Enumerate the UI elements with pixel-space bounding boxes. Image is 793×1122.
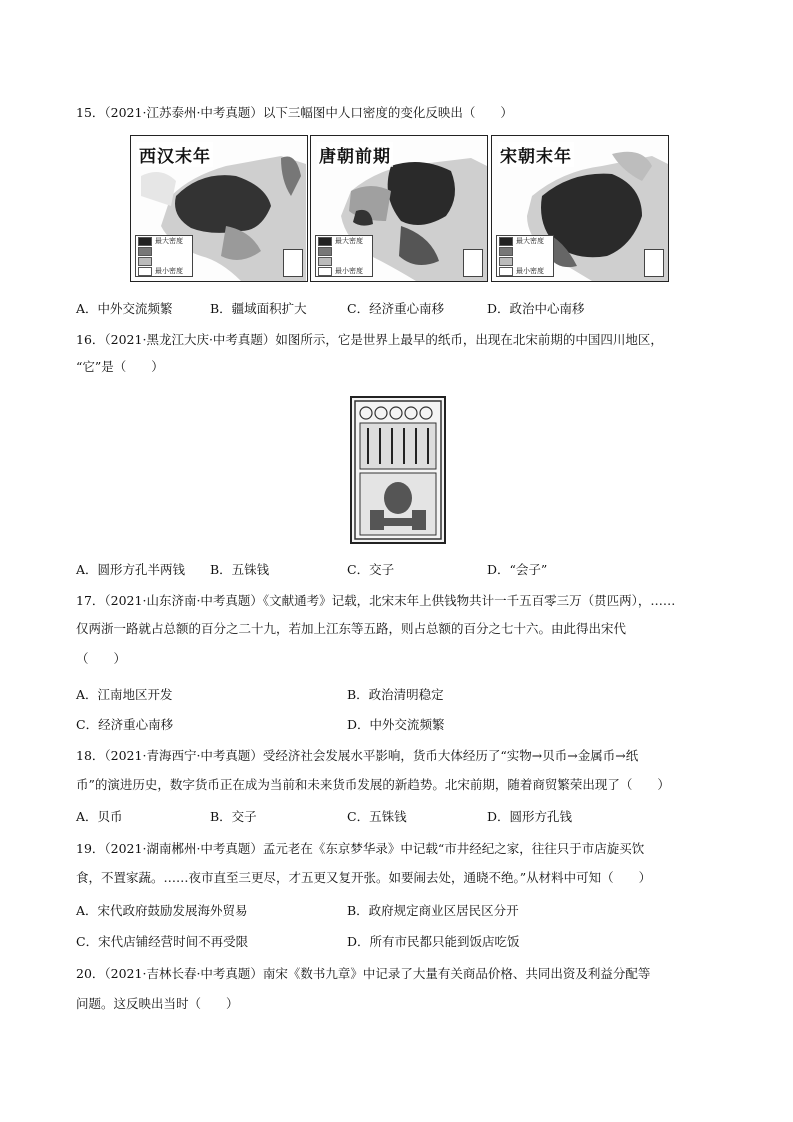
q15-stem: 15．（2021·江苏泰州·中考真题）以下三幅图中人口密度的变化反映出（ ） (76, 105, 513, 120)
q17-option-b: B．政治清明稳定 (347, 687, 444, 702)
q19-stem-line1: 19．（2021·湖南郴州·中考真题）孟元老在《东京梦华录》中记载“市井经纪之家，往往只于市店旋买饮 (76, 841, 645, 856)
map-title: 宋朝末年 (498, 142, 574, 167)
legend-swatch-white (499, 267, 513, 276)
q17-stem-line3: （ ） (76, 651, 127, 666)
q16-stem-line1: 16．（2021·黑龙江大庆·中考真题）如图所示，它是世界上最早的纸币，出现在北宋前期的中国四川地区， (76, 332, 663, 347)
legend-swatch-dark (499, 237, 513, 246)
legend-swatch-white (318, 267, 332, 276)
q15-option-b: B．疆域面积扩大 (210, 301, 307, 316)
map-inset-south-sea (644, 249, 664, 277)
q17-stem-line1: 17．（2021·山东济南·中考真题）《文献通考》记载，北宋末年上供钱物共计一千五百零三万（贯匹两），…… (76, 593, 676, 608)
map-title: 西汉末年 (137, 142, 213, 167)
legend-swatch-mid (138, 247, 152, 256)
q19-option-a: A．宋代政府鼓励发展海外贸易 (76, 903, 248, 918)
legend-label: 最小密度 (516, 267, 544, 275)
q20-stem-line2: 问题。这反映出当时（ ） (76, 996, 239, 1011)
q19-option-d: D．所有市民都只能到饭店吃饭 (347, 934, 520, 949)
q17-option-c: C．经济重心南移 (76, 717, 174, 732)
legend-swatch-dark (138, 237, 152, 246)
q15-option-c: C．经济重心南移 (347, 301, 445, 316)
q16-option-a: A．圆形方孔半两钱 (76, 562, 186, 577)
q18-option-d: D．圆形方孔钱 (487, 809, 573, 824)
map-title: 唐朝前期 (317, 142, 393, 167)
legend-label: 最小密度 (155, 267, 183, 275)
legend-swatch-light (499, 257, 513, 266)
legend-label: 最小密度 (335, 267, 363, 275)
legend-swatch-light (318, 257, 332, 266)
q17-option-a: A．江南地区开发 (76, 687, 173, 702)
q16-option-b: B．五铢钱 (210, 562, 270, 577)
q19-stem-line2: 食，不置家蔬。……夜市直至三更尽，才五更又复开张。如要闹去处，通晓不绝。”从材料中可知（ ） (76, 870, 652, 885)
legend-swatch-dark (318, 237, 332, 246)
q18-option-b: B．交子 (210, 809, 257, 824)
map-early-tang (310, 135, 488, 282)
legend-label: 最大密度 (516, 237, 544, 245)
q19-option-c: C．宋代店铺经营时间不再受限 (76, 934, 249, 949)
q16-stem-line2: “它”是（ ） (76, 359, 164, 374)
jiaozi-banknote-image (350, 396, 446, 544)
q16-option-c: C．交子 (347, 562, 395, 577)
q18-stem-line2: 币”的演进历史，数字货币正在成为当前和未来货币发展的新趋势。北宋前期，随着商贸繁荣出现了（ ） (76, 777, 670, 792)
q18-option-c: C．五铢钱 (347, 809, 407, 824)
q19-option-b: B．政府规定商业区居民区分开 (347, 903, 519, 918)
map-inset-south-sea (463, 249, 483, 277)
legend-swatch-light (138, 257, 152, 266)
q20-stem-line1: 20．（2021·吉林长春·中考真题）南宋《数书九章》中记录了大量有关商品价格、共同出资及利益分配等 (76, 966, 651, 981)
legend-swatch-mid (318, 247, 332, 256)
legend-label: 最大密度 (335, 237, 363, 245)
map-legend (135, 235, 193, 277)
q17-stem-line2: 仅两浙一路就占总额的百分之二十九，若加上江东等五路，则占总额的百分之七十六。由此得出宋代 (76, 621, 627, 636)
q16-option-d: D．“会子” (487, 562, 548, 577)
map-inset-south-sea (283, 249, 303, 277)
legend-label: 最大密度 (155, 237, 183, 245)
q15-option-a: A．中外交流频繁 (76, 301, 173, 316)
map-late-song (491, 135, 669, 282)
map-legend (496, 235, 554, 277)
map-legend (315, 235, 373, 277)
jiaozi-banknote-graphic (352, 398, 444, 542)
legend-swatch-white (138, 267, 152, 276)
q17-option-d: D．中外交流频繁 (347, 717, 445, 732)
q18-option-a: A．贝币 (76, 809, 123, 824)
map-western-han (130, 135, 308, 282)
q15-option-d: D．政治中心南移 (487, 301, 585, 316)
q18-stem-line1: 18．（2021·青海西宁·中考真题）受经济社会发展水平影响，货币大体经历了“实物→贝币→金属币→纸 (76, 748, 639, 763)
legend-swatch-mid (499, 247, 513, 256)
